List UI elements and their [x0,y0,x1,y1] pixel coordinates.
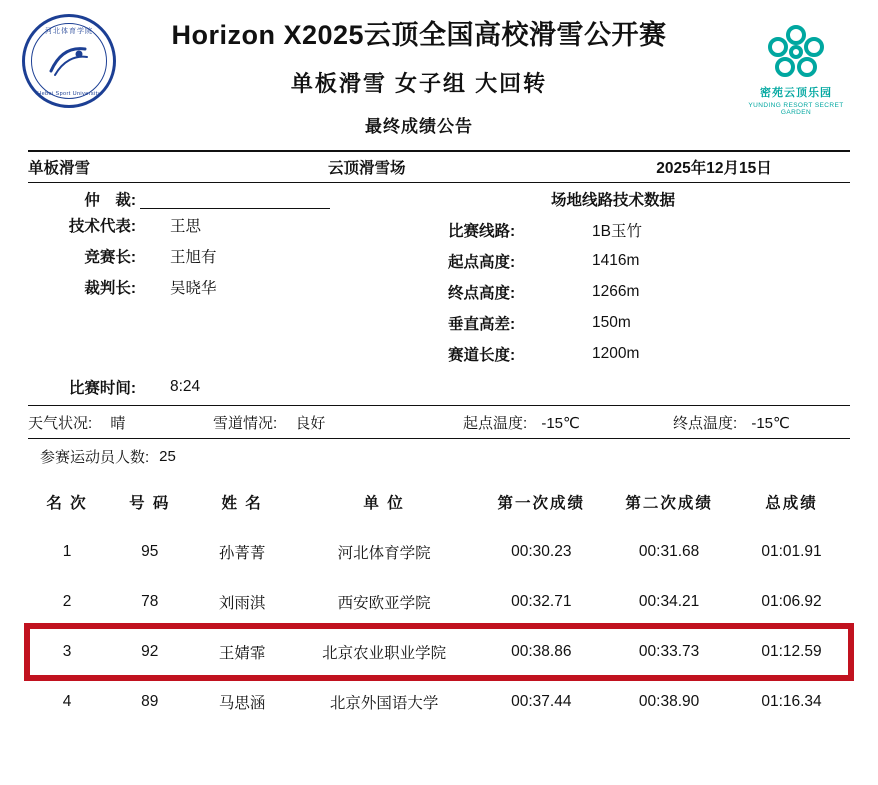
university-logo-en-text: Hebei Sport University [37,91,101,97]
results-table-container [28,481,850,727]
chief-judge-label: 裁判长: [84,279,136,297]
finish-altitude-row [448,276,850,307]
course-value: 1B玉竹 [592,222,642,240]
athlete-count-value: 25 [159,447,176,465]
cell-total: 01:01.91 [761,543,822,560]
race-date: 2025年12月15日 [656,160,772,177]
chief-judge-value: 吴晓华 [170,279,217,297]
cell-bib: 92 [141,643,159,660]
column-header-run2: 第二次成绩 [625,495,713,512]
cell-unit: 西安欧亚学院 [337,595,431,612]
cell-name: 王婧霏 [218,645,266,662]
yunding-resort-logo [736,20,856,116]
cell-name: 刘雨淇 [218,595,266,612]
cell-rank: 4 [62,693,72,710]
course-length-value: 1200m [592,344,640,362]
chief-of-competition-label: 竞赛长: [84,248,136,266]
cell-run2: 00:33.73 [638,643,700,660]
cell-run1: 00:37.44 [511,693,572,710]
chief-of-competition-value: 王旭有 [170,248,217,266]
weather-condition-label: 天气状况: [28,414,93,432]
cell-unit: 北京外国语大学 [329,695,439,712]
table-row-highlighted [28,627,850,677]
event-title: Horizon X2025云顶全国高校滑雪公开赛 [171,20,667,50]
column-header-unit: 单 位 [363,495,405,512]
finish-temperature [673,412,850,433]
tech-data-title: 场地线路技术数据 [550,191,675,209]
cell-total: 01:06.92 [761,593,822,610]
cell-unit: 北京农业职业学院 [322,645,447,662]
university-logo-cn-text: 河北体育学院 [45,28,93,35]
cell-total: 01:12.59 [761,643,822,660]
start-temperature-value: -15℃ [541,414,580,432]
finish-temperature-label: 终点温度: [673,414,738,432]
resort-name-en: YUNDING RESORT SECRET GARDEN [748,102,844,116]
cell-bib: 95 [141,543,159,560]
info-summary-row [28,152,850,182]
cell-name: 马思涵 [218,695,266,712]
cell-rank: 2 [62,593,72,610]
finish-temperature-value: -15℃ [751,414,790,432]
table-row [28,677,850,727]
course-label: 比赛线路: [448,222,516,240]
vertical-drop-label: 垂直高差: [448,315,516,333]
course-row [448,214,850,245]
cell-rank: 1 [62,543,72,560]
cell-bib: 78 [141,593,159,610]
race-info-block [28,150,850,473]
discipline-label: 单板滑雪 [28,160,91,177]
race-time-label: 比赛时间: [68,380,136,397]
cell-bib: 89 [141,693,159,710]
hebei-sport-university-logo [22,14,116,108]
column-header-run1: 第一次成绩 [497,495,586,512]
cell-name: 孙菁菁 [218,545,266,562]
cell-run1: 00:32.71 [511,593,572,610]
resort-name-cn: 密苑云顶乐园 [760,87,832,99]
weather-condition [28,412,213,433]
referee-label: 仲 裁: [84,191,136,209]
cell-rank: 3 [62,643,72,660]
info-left-column [28,183,448,369]
chief-judge-row [28,271,448,302]
course-length-label: 赛道长度: [448,346,516,364]
race-time-row [28,369,850,405]
title-block [120,18,718,137]
cell-run2: 00:38.90 [638,693,700,710]
table-header-row [28,481,850,527]
athlete-count-row [28,439,850,473]
start-altitude-value: 1416m [592,251,640,269]
table-row [28,527,850,577]
vertical-drop-row [448,307,850,338]
cell-total: 01:16.34 [761,693,822,710]
event-category: 单板滑雪 女子组 大回转 [290,71,548,97]
cell-run2: 00:31.68 [638,543,700,560]
tech-delegate-value: 王思 [170,217,202,235]
cell-unit: 河北体育学院 [337,545,431,562]
start-temperature-label: 起点温度: [463,414,528,432]
column-header-bib: 号 码 [129,495,171,512]
info-two-columns [28,183,850,369]
cell-run1: 00:38.86 [511,643,572,660]
column-header-rank: 名 次 [46,495,88,512]
column-header-total: 总成绩 [765,495,818,512]
athlete-count-label: 参赛运动员人数: [40,448,150,466]
results-table [28,481,850,727]
cell-run2: 00:34.21 [638,593,700,610]
snow-condition-label: 雪道情况: [213,414,278,432]
start-temperature [463,412,673,433]
chief-of-competition-row [28,240,448,271]
cell-run1: 00:30.23 [511,543,572,560]
snow-condition [213,412,463,433]
document-header [0,0,878,150]
race-time-value: 8:24 [170,378,201,395]
table-row [28,577,850,627]
start-altitude-row [448,245,850,276]
document-type: 最终成绩公告 [365,117,473,137]
tech-delegate-row [28,209,448,240]
vertical-drop-value: 150m [592,313,631,331]
snow-condition-value: 良好 [295,414,326,432]
start-altitude-label: 起点高度: [448,253,516,271]
weather-condition-value: 晴 [110,414,126,432]
venue-label: 云顶滑雪场 [328,160,406,177]
finish-altitude-label: 终点高度: [448,284,516,302]
course-length-row [448,338,850,369]
tech-data-title-row [448,183,850,214]
finish-altitude-value: 1266m [592,282,640,300]
tech-delegate-label: 技术代表: [68,217,136,235]
column-header-name: 姓 名 [221,495,263,512]
snowflake-icon [736,20,856,82]
weather-row [28,406,850,438]
info-right-column [448,183,850,369]
